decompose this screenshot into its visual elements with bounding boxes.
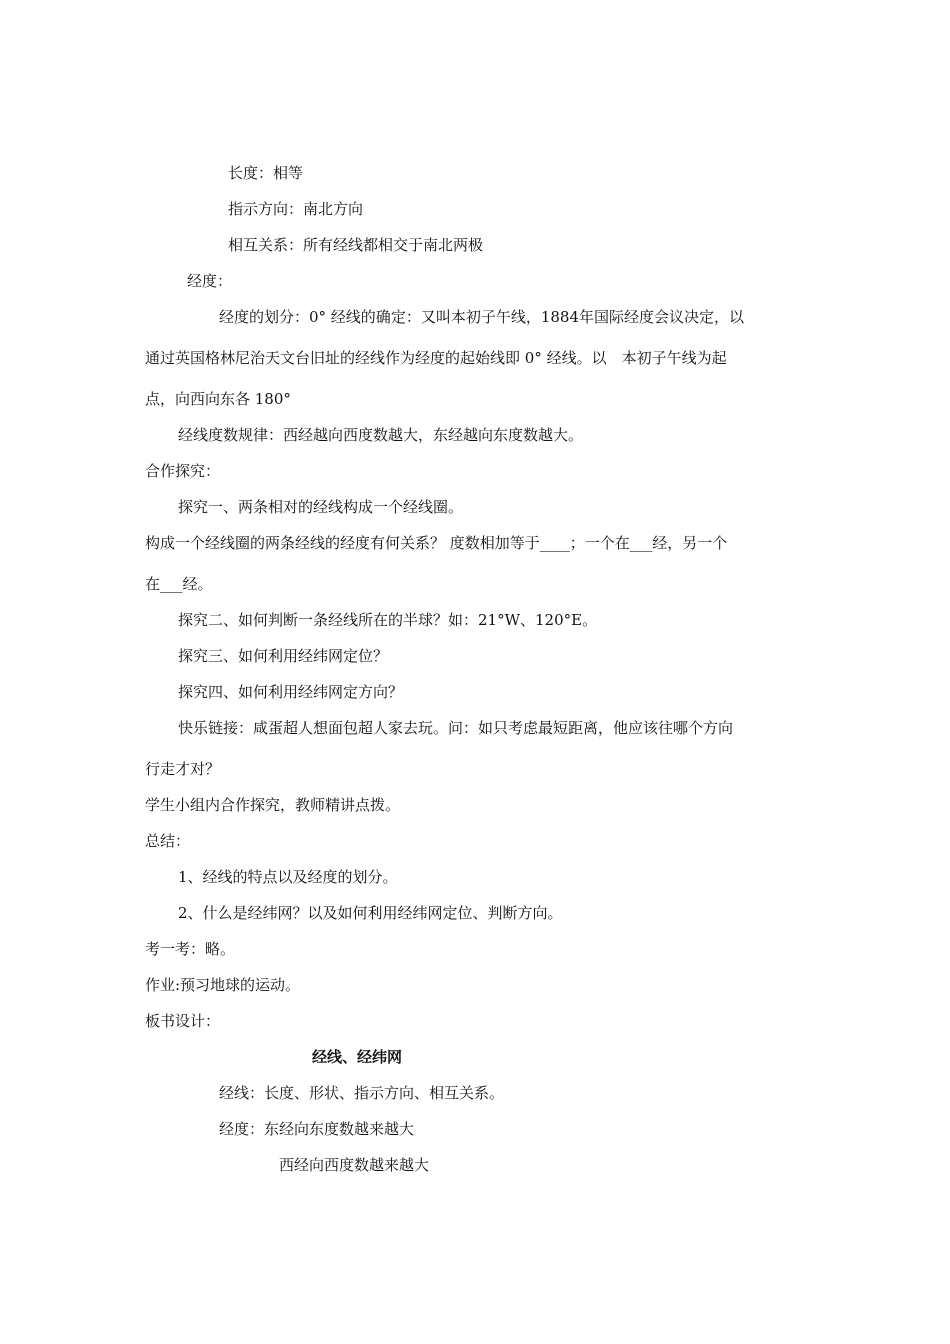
list-item: 2、什么是经纬网？以及如何利用经纬网定位、判断方向。 bbox=[178, 904, 563, 922]
text-line: 经度：东经向东度数越来越大 bbox=[219, 1120, 415, 1138]
text-line: 学生小组内合作探究，教师精讲点拨。 bbox=[145, 796, 401, 814]
text-line: 探究四、如何利用经纬网定方向？ bbox=[178, 683, 404, 701]
text-line: 经线度数规律：西经越向西度数越大，东经越向东度数越大。 bbox=[178, 426, 584, 444]
board-title: 经线、经纬网 bbox=[312, 1048, 403, 1066]
text-line: 相互关系：所有经线都相交于南北两极 bbox=[228, 236, 484, 254]
section-heading: 合作探究： bbox=[145, 462, 221, 480]
text-line: 指示方向：南北方向 bbox=[228, 200, 364, 218]
text-line: 考一考：略。 bbox=[145, 940, 236, 958]
section-heading: 板书设计： bbox=[145, 1012, 221, 1030]
text-line: 探究二、如何判断一条经线所在的半球？如：21°W、120°E。 bbox=[178, 611, 598, 629]
paragraph-line: 构成一个经线圈的两条经线的经度有何关系？ 度数相加等于____；一个在___经，另一个 bbox=[145, 534, 728, 552]
text-line: 长度：相等 bbox=[228, 164, 304, 182]
paragraph-line: 行走才对？ bbox=[145, 760, 221, 778]
section-heading: 总结： bbox=[145, 832, 191, 850]
paragraph-line: 点，向西向东各 180° bbox=[145, 390, 291, 408]
paragraph-line: 在___经。 bbox=[145, 575, 213, 593]
text-line: 作业:预习地球的运动。 bbox=[145, 976, 301, 994]
list-item: 1、经线的特点以及经度的划分。 bbox=[178, 868, 398, 886]
paragraph-line: 通过英国格林尼治天文台旧址的经线作为经度的起始线即 0° 经线。以 本初子午线为起 bbox=[145, 349, 727, 367]
text-line: 探究三、如何利用经纬网定位？ bbox=[178, 647, 389, 665]
text-line: 探究一、两条相对的经线构成一个经线圈。 bbox=[178, 498, 464, 516]
paragraph-line: 经度的划分：0° 经线的确定：又叫本初子午线，1884年国际经度会议决定，以 bbox=[219, 308, 744, 326]
text-line: 经线：长度、形状、指示方向、相互关系。 bbox=[219, 1084, 505, 1102]
section-heading: 经度： bbox=[187, 272, 233, 290]
text-line: 西经向西度数越来越大 bbox=[279, 1156, 430, 1174]
paragraph-line: 快乐链接：咸蛋超人想面包超人家去玩。问：如只考虑最短距离，他应该往哪个方向 bbox=[178, 719, 734, 737]
